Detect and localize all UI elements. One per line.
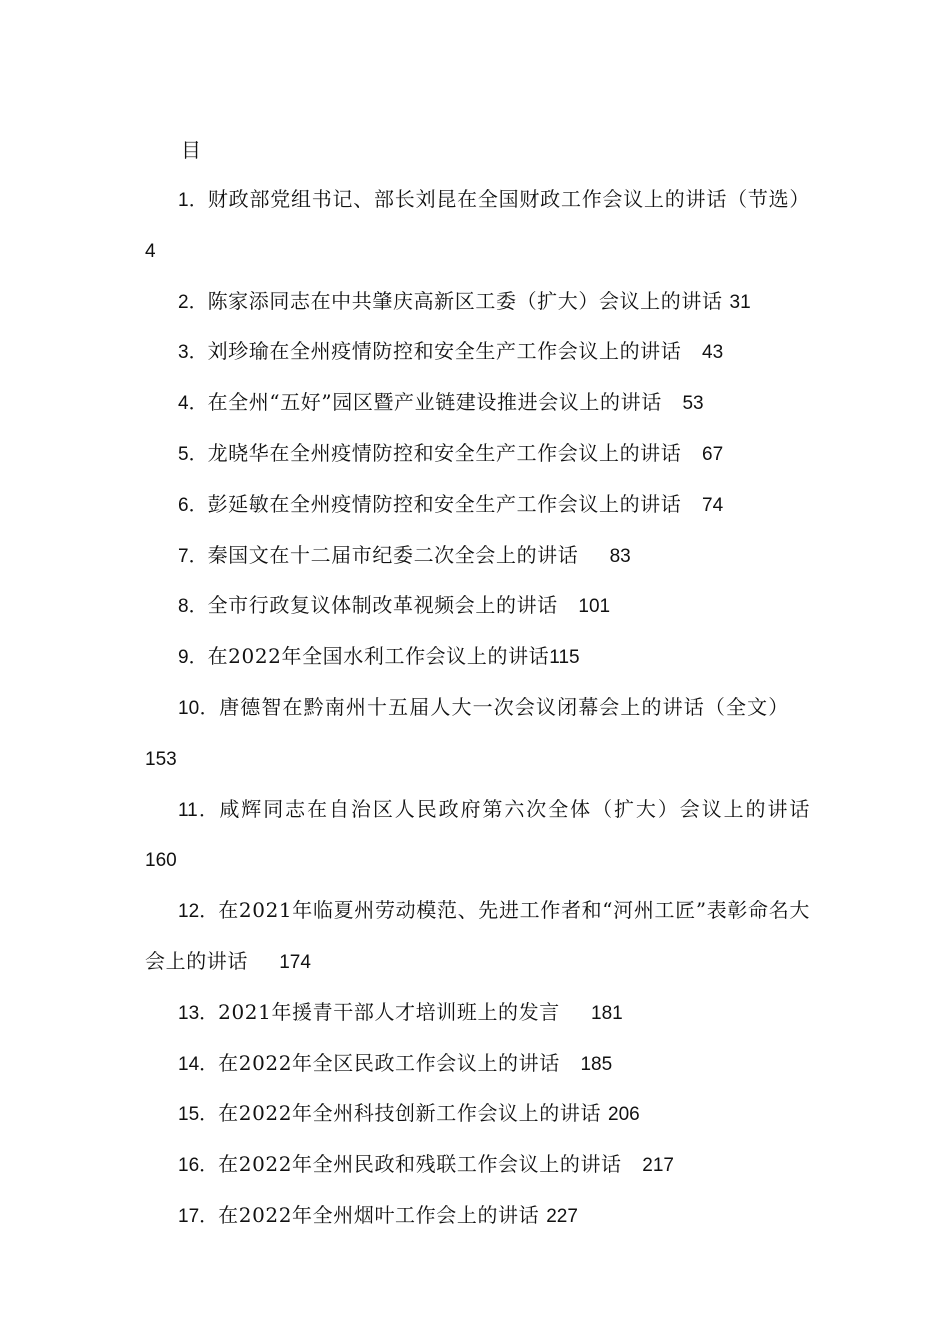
toc-entry (145, 175, 810, 277)
entry-page-number: 43 (702, 342, 724, 364)
entry-number: 1． (178, 190, 208, 211)
entry-title: 彭延敏在全州疫情防控和安全生产工作会议上的讲话 (207, 491, 682, 516)
entry-title: 在2022年全州烟叶工作会上的讲话 (218, 1202, 540, 1227)
entry-number: 4． (178, 393, 208, 415)
entry-page-number: 217 (642, 1155, 674, 1177)
entry-page-number: 153 (145, 748, 177, 770)
toc-entry (145, 1089, 810, 1140)
entry-number: 6． (178, 494, 208, 516)
entry-title: 全市行政复议体制改革视频会上的讲话 (207, 593, 558, 618)
entry-page-number: 206 (608, 1104, 640, 1126)
entry-title: 唐德智在黔南州十五届人大一次会议闭幕会上的讲话（全文） (219, 694, 790, 719)
toc-entry (145, 785, 810, 887)
toc-entry (145, 327, 810, 378)
entry-title: 在全州“五好”园区暨产业链建设推进会议上的讲话 (207, 390, 662, 415)
entry-number: 13． (178, 1002, 219, 1024)
entry-title: 在2022年全州科技创新工作会议上的讲话 (218, 1101, 602, 1126)
entry-number: 8． (178, 596, 208, 618)
entry-number: 12． (178, 901, 219, 923)
toc-entry (145, 1039, 810, 1090)
entry-page-number: 174 (279, 951, 311, 973)
entry-title: 咸辉同志在自治区人民政府第六次全体（扩大）会议上的讲话 (219, 796, 810, 821)
entry-title: 刘珍瑜在全州疫情防控和安全生产工作会议上的讲话 (207, 339, 682, 364)
entry-number: 14． (178, 1053, 219, 1075)
toc-entry (145, 683, 810, 785)
toc-entry (145, 378, 810, 429)
toc-entry (145, 632, 810, 683)
entry-number: 9． (178, 647, 208, 669)
toc-entry (145, 886, 810, 988)
entry-page-number: 181 (591, 1002, 623, 1024)
entry-page-number: 185 (580, 1053, 613, 1075)
toc-entry (145, 429, 810, 480)
entry-title: 在2022年全国水利工作会议上的讲话 (207, 644, 550, 669)
entry-number: 3． (178, 342, 208, 364)
entry-page-number: 115 (549, 647, 580, 669)
entry-number: 16． (178, 1155, 219, 1177)
entry-page-number: 74 (702, 494, 724, 516)
entry-number: 10． (178, 697, 220, 719)
toc-entry (145, 277, 810, 328)
entry-title: 在2021年临夏州劳动模范、先进工作者和“河州工匠”表彰命名大会上的讲话 (145, 898, 810, 973)
entry-title: 2021年援青干部人才培训班上的发言 (218, 999, 560, 1024)
toc-entry (145, 581, 810, 632)
toc-entry (145, 480, 810, 531)
entry-title: 秦国文在十二届市纪委二次全会上的讲话 (207, 542, 579, 567)
entry-page-number: 53 (682, 393, 704, 415)
entry-number: 17． (178, 1205, 219, 1227)
entry-number: 7． (178, 545, 208, 567)
entry-title: 龙晓华在全州疫情防控和安全生产工作会议上的讲话 (207, 440, 682, 465)
entry-number: 5． (178, 443, 208, 465)
entry-title: 财政部党组书记、部长刘昆在全国财政工作会议上的讲话（节选） (207, 187, 810, 211)
entry-page-number: 101 (578, 596, 611, 618)
entry-page-number: 227 (546, 1205, 578, 1227)
toc-entry (145, 531, 810, 582)
table-of-contents (145, 125, 810, 1242)
toc-heading: 目 (181, 138, 201, 162)
entry-number: 15． (178, 1104, 219, 1126)
entry-page-number: 31 (729, 291, 751, 313)
toc-entry (145, 988, 810, 1039)
toc-entry (145, 1191, 810, 1242)
entry-page-number: 160 (145, 850, 177, 872)
toc-entry (145, 1140, 810, 1191)
entry-page-number: 67 (702, 443, 724, 465)
entry-title: 在2022年全州民政和残联工作会议上的讲话 (218, 1152, 622, 1177)
entry-page-number: 4 (145, 240, 156, 262)
entry-number: 2． (178, 291, 208, 313)
entry-number: 11． (178, 799, 220, 821)
entry-title: 在2022年全区民政工作会议上的讲话 (218, 1050, 560, 1075)
entry-page-number: 83 (609, 545, 631, 567)
entry-title: 陈家添同志在中共肇庆高新区工委（扩大）会议上的讲话 (207, 288, 723, 313)
